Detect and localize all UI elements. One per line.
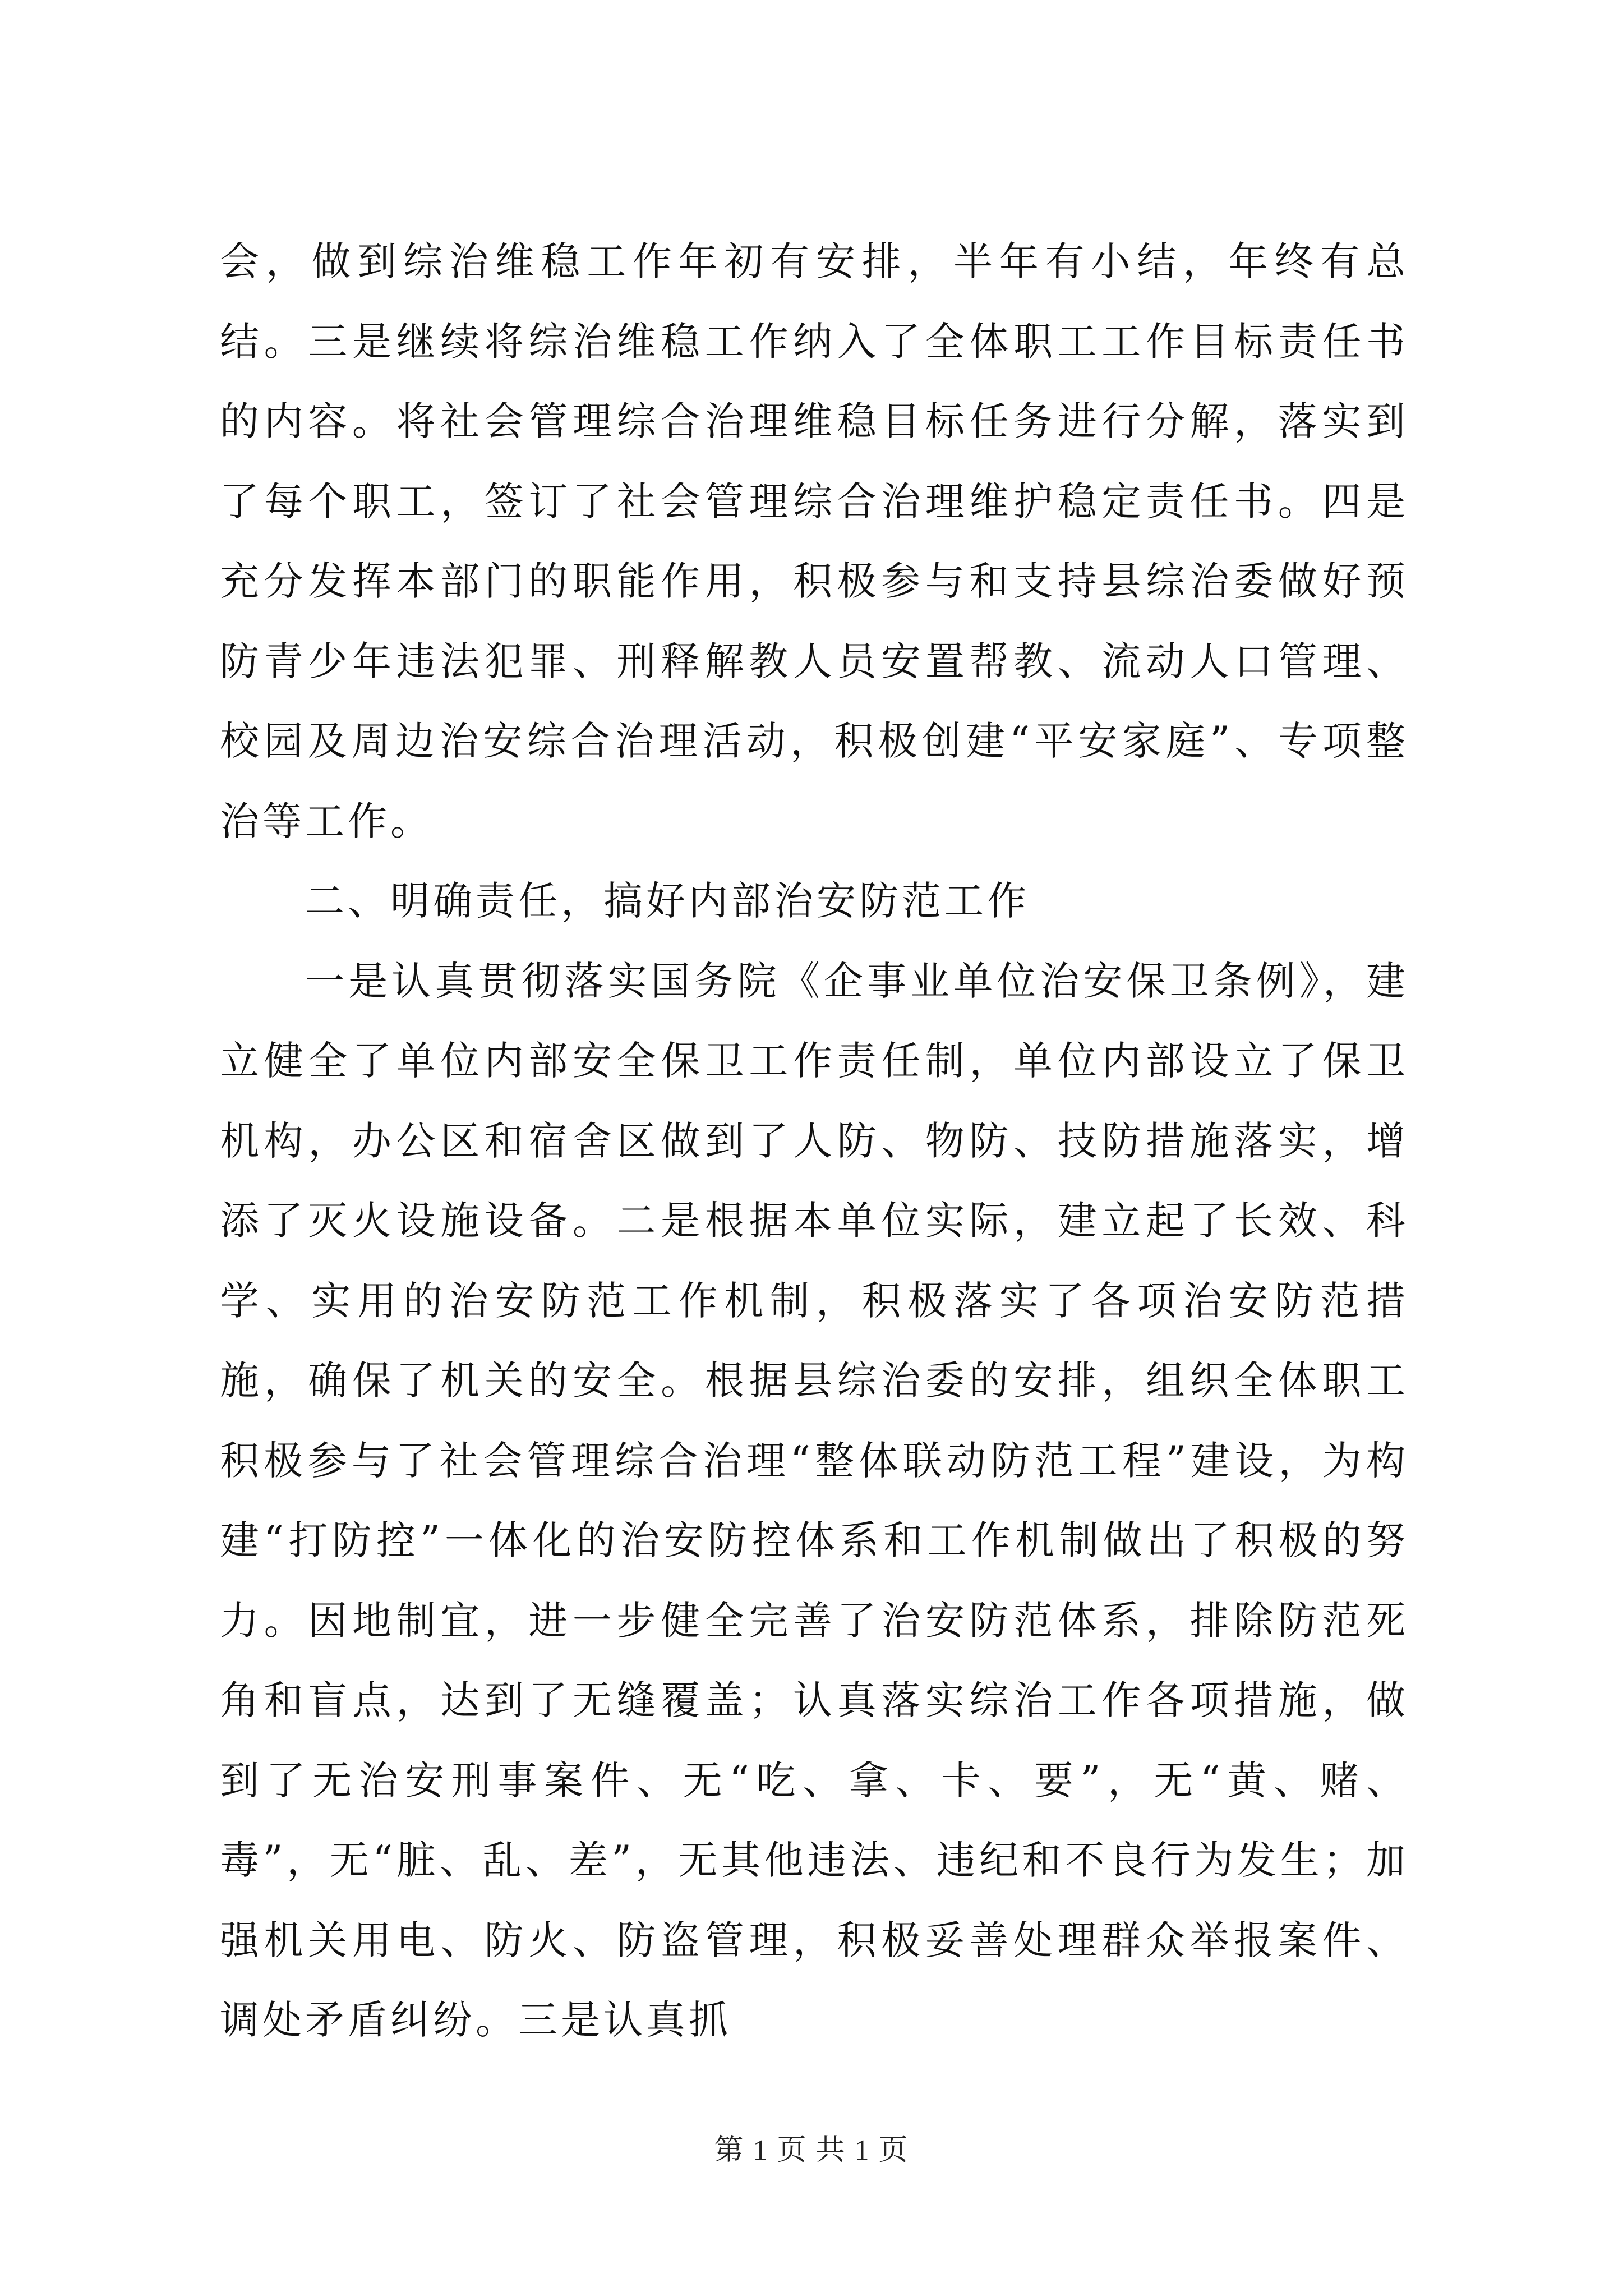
document-body <box>220 222 1409 2060</box>
paragraph-body: 一是认真贯彻落实国务院《企事业单位治安保卫条例》，建立健全了单位内部安全保卫工作责任制，单位内部设立了保卫机构，办公区和宿舍区做到了人防、物防、技防措施落实，增添了灭火设施设备。二是根据本单位实际，建立起了长效、科学、实用的治安防范工作机制，积极落实了各项治安防范措施，确保了机关的安全。根据县综治委的安排，组织全体职工积极参与了社会管理综合治理“整体联动防范工程”建设，为构建“打防控”一体化的治安防控体系和工作机制做出了积极的努力。因地制宜，进一步健全完善了治安防范体系，排除防范死角和盲点，达到了无缝覆盖；认真落实综治工作各项措施，做到了无治安刑事案件、无“吃、拿、卡、要”，无“黄、赌、毒”，无“脏、乱、差”，无其他违法、违纪和不良行为发生；加强机关用电、防火、防盗管理，积极妥善处理群众举报案件、调处矛盾纠纷。三是认真抓 <box>220 958 1409 2043</box>
section-heading: 二、明确责任，搞好内部治安防范工作 <box>305 878 1030 924</box>
page-footer: 第 1 页 共 1 页 <box>714 2134 909 2166</box>
paragraph-continuation: 会，做到综治维稳工作年初有安排，半年有小结，年终有总结。三是继续将综治维稳工作纳入了全体职工工作目标责任书的内容。将社会管理综合治理维稳目标任务进行分解，落实到了每个职工，签订了社会管理综合治理维护稳定责任书。四是充分发挥本部门的职能作用，积极参与和支持县综治委做好预防青少年违法犯罪、刑释解教人员安置帮教、流动人口管理、校园及周边治安综合治理活动，积极创建“平安家庭”、专项整治等工作。 <box>220 238 1409 844</box>
